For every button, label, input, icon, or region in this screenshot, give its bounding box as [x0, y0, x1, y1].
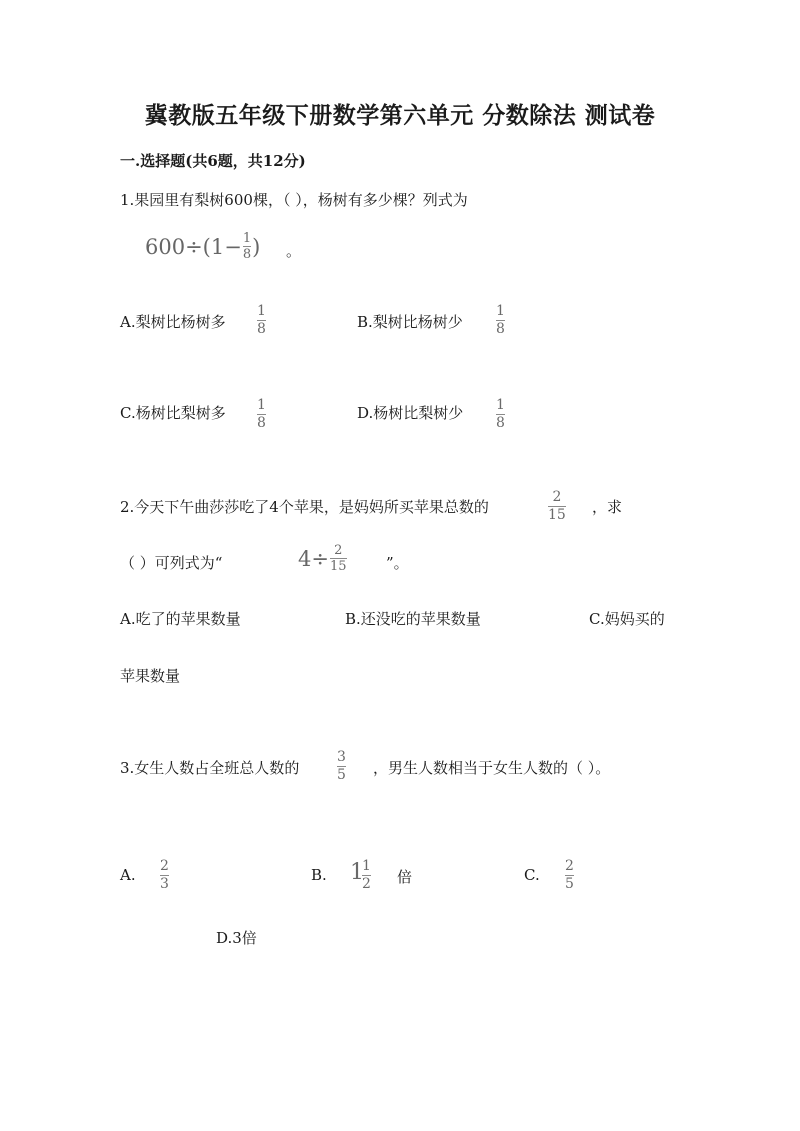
fraction-denominator: 15 — [329, 559, 347, 574]
q1-formula-lhs: 600÷(1− — [145, 234, 242, 259]
fraction-numerator: 2 — [565, 858, 574, 874]
section-heading: 一.选择题(共6题，共12分) — [120, 152, 306, 170]
q1-formula-fraction — [243, 232, 251, 261]
fraction-numerator: 1 — [257, 303, 266, 319]
q2-option-b[interactable]: B.还没吃的苹果数量 — [345, 610, 481, 628]
q1-text: 1.果园里有梨树600棵，（ ），杨树有多少棵？列式为 — [120, 191, 468, 209]
q2-option-c-wrap: 苹果数量 — [120, 667, 181, 685]
document-title: 冀教版五年级下册数学第六单元 分数除法 测试卷 — [144, 102, 656, 129]
fraction-denominator: 8 — [242, 247, 252, 262]
q3-option-b-whole: 1 — [350, 860, 364, 885]
q3-fraction — [337, 750, 346, 783]
q3-option-b-fraction — [362, 859, 371, 892]
q2-line2: （ ）可列式为“ — [120, 554, 223, 572]
q2-tail: ，求 — [592, 498, 623, 516]
q3-option-a-fraction — [160, 859, 169, 892]
fraction-denominator: 2 — [362, 876, 371, 892]
q3-option-a[interactable]: A. — [120, 866, 136, 884]
q3-text: 3.女生人数占全班总人数的 — [120, 759, 300, 777]
q1-option-b[interactable]: B.梨树比杨树少 — [357, 313, 463, 331]
fraction-denominator: 8 — [496, 415, 505, 431]
q2-line2-end: ”。 — [386, 554, 409, 572]
q1-option-d-fraction — [496, 398, 505, 431]
fraction-denominator: 3 — [160, 876, 169, 892]
q1-end: 。 — [286, 242, 302, 260]
q3-option-c-fraction — [565, 859, 574, 892]
fraction-numerator: 1 — [242, 231, 252, 246]
q1-option-d[interactable]: D.杨树比梨树少 — [357, 404, 464, 422]
q3-option-b[interactable]: B. — [311, 866, 327, 884]
q3-option-d[interactable]: D.3倍 — [216, 929, 257, 947]
q1-option-a[interactable]: A.梨树比杨树多 — [120, 313, 226, 331]
q2-fraction — [548, 490, 566, 523]
q2-text: 2.今天下午曲莎莎吃了4个苹果，是妈妈所买苹果总数的 — [120, 498, 489, 516]
q1-option-c-fraction — [257, 398, 266, 431]
fraction-numerator: 3 — [337, 749, 346, 765]
q2-formula-fraction — [330, 544, 347, 573]
fraction-denominator: 8 — [257, 321, 266, 337]
q3-option-c[interactable]: C. — [524, 866, 540, 884]
fraction-numerator: 2 — [334, 543, 343, 558]
fraction-numerator: 2 — [552, 489, 562, 505]
q1-formula-rhs: ) — [252, 234, 261, 259]
q1-option-b-fraction — [496, 304, 505, 337]
q2-formula — [298, 544, 348, 573]
fraction-denominator: 8 — [257, 415, 266, 431]
q3-option-b-unit: 倍 — [397, 868, 413, 886]
q1-formula — [145, 232, 260, 261]
q1-option-c[interactable]: C.杨树比梨树多 — [120, 404, 226, 422]
q1-option-a-fraction — [257, 304, 266, 337]
fraction-numerator: 1 — [362, 858, 371, 874]
fraction-numerator: 1 — [496, 303, 505, 319]
fraction-denominator: 15 — [548, 507, 566, 523]
fraction-denominator: 8 — [496, 321, 505, 337]
fraction-denominator: 5 — [565, 876, 574, 892]
q3-tail: ，男生人数相当于女生人数的（ ）。 — [373, 759, 611, 777]
q2-option-c[interactable]: C.妈妈买的 — [589, 610, 665, 628]
fraction-numerator: 1 — [257, 397, 266, 413]
q2-formula-lhs: 4÷ — [298, 546, 329, 571]
q2-option-a[interactable]: A.吃了的苹果数量 — [120, 610, 241, 628]
fraction-numerator: 2 — [160, 858, 169, 874]
fraction-numerator: 1 — [496, 397, 505, 413]
fraction-denominator: 5 — [337, 767, 346, 783]
